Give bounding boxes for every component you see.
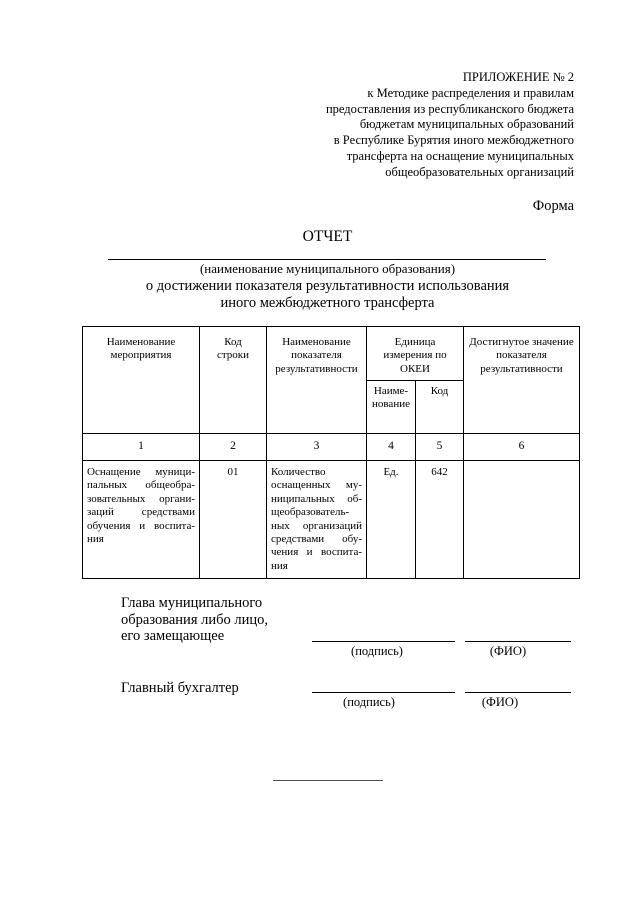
cell-code: 01 <box>200 461 267 579</box>
accountant-fio-line <box>465 692 571 693</box>
head-title-line: образования либо лицо, <box>121 611 268 628</box>
form-label: Форма <box>532 198 574 214</box>
head-fio-caption: (ФИО) <box>489 644 527 658</box>
appendix-block <box>234 70 574 181</box>
appendix-line: ПРИЛОЖЕНИЕ № 2 <box>462 70 574 84</box>
header-unit-code: Код <box>416 381 464 434</box>
page-title: ОТЧЕТ <box>302 228 353 245</box>
header-event-name: Наименование мероприятия <box>83 327 200 434</box>
municipality-name-line <box>108 259 546 260</box>
report-table <box>82 326 580 579</box>
header-indicator-name: Наименование показателя результативности <box>267 327 367 434</box>
footnote-separator <box>273 780 383 781</box>
header-row-code: Код строки <box>200 327 267 434</box>
head-signature-line <box>312 641 455 642</box>
column-number: 3 <box>267 434 367 461</box>
head-title-line: его замещающее <box>121 628 225 644</box>
appendix-line: в Республике Бурятия иного межбюджетного <box>333 133 574 148</box>
cell-unit-name: Ед. <box>367 461 416 579</box>
appendix-line: трансферта на оснащение муниципальных <box>346 148 574 163</box>
header-unit-name: Наиме-нование <box>367 381 416 434</box>
header-achieved-value: Достигнутое значение показателя результативности <box>464 327 580 434</box>
accountant-title: Главный бухгалтер <box>121 680 239 696</box>
appendix-line: к Методике распределения и правилам <box>367 85 574 100</box>
accountant-signature-line <box>312 692 455 693</box>
accountant-fio-caption: (ФИО) <box>481 695 519 709</box>
head-signature-caption: (подпись) <box>351 644 403 658</box>
head-fio-line <box>465 641 571 642</box>
head-title-line: Глава муниципального <box>121 595 263 611</box>
subtitle-line-2: иного межбюджетного трансферта <box>220 295 435 311</box>
cell-indicator: Количество оснащенных му-ниципальных об-щеобразователь-ных организаций средствами обу-чения и воспита-ния <box>267 461 367 579</box>
column-number: 2 <box>200 434 267 461</box>
column-number: 4 <box>367 434 416 461</box>
cell-event: Оснащение муници-пальных общеобра-зовательных органи-заций средствами обучения и воспита-ния <box>83 461 200 579</box>
head-signatory-title <box>121 595 268 645</box>
cell-achieved <box>464 461 580 579</box>
appendix-line: бюджетам муниципальных образований <box>359 117 574 132</box>
subtitle-line-1: о достижении показателя результативности использования <box>145 278 510 294</box>
table-row <box>83 461 580 579</box>
column-number: 1 <box>83 434 200 461</box>
appendix-line: предоставления из республиканского бюджета <box>325 101 574 116</box>
accountant-signature-caption: (подпись) <box>343 695 395 709</box>
appendix-line: общеобразовательных организаций <box>385 164 574 179</box>
municipality-name-caption: (наименование муниципального образования) <box>199 261 456 276</box>
header-unit: Единица измерения по ОКЕИ <box>367 327 464 381</box>
cell-unit-code: 642 <box>416 461 464 579</box>
column-number: 6 <box>464 434 580 461</box>
column-number: 5 <box>416 434 464 461</box>
